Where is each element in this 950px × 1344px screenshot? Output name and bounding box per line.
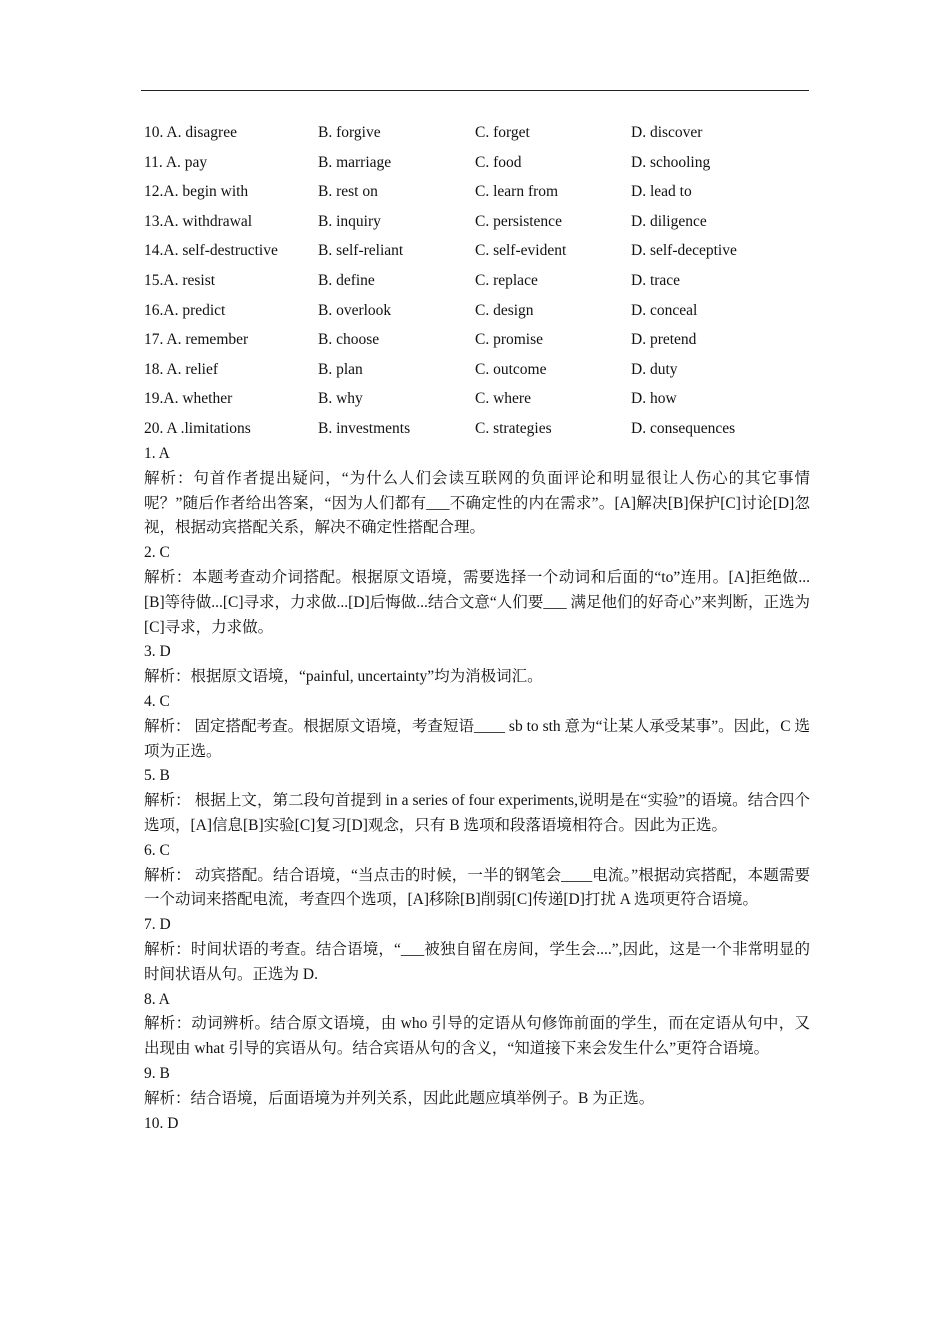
option-d: D. duty	[631, 360, 678, 378]
option-table	[144, 122, 814, 448]
option-a: 16.A. predict	[144, 301, 226, 319]
option-row	[144, 122, 814, 152]
option-b: B. forgive	[318, 124, 381, 141]
option-b: B. define	[318, 271, 375, 289]
option-d: D. how	[631, 390, 677, 408]
option-c: C. promise	[475, 331, 544, 349]
answer-key: 4. C	[144, 692, 170, 710]
answer-explanation: 解析：时间状语的考查。结合语境，“___被独自留在房间，学生会....”,因此，这是一个非常明显的时间状语从句。正选为 D.	[144, 940, 810, 983]
header-rule	[141, 90, 809, 91]
option-c: C. self-evident	[475, 242, 567, 260]
option-b: B. marriage	[318, 153, 392, 171]
option-a: 10. A. disagree	[144, 124, 237, 141]
option-a: 12.A. begin with	[144, 183, 249, 201]
option-d: D. pretend	[631, 331, 697, 349]
answer-explanation: 解析：本题考查动介词搭配。根据原文语境，需要选择一个动词和后面的“to”连用。[A]拒绝做...[B]等待做...[C]寻求，力求做...[D]后悔做...结合文意“人们要___ 满足他们的好奇心”来判断，正选为[C]寻求，力求做。	[144, 568, 810, 636]
option-d: D. consequences	[631, 419, 736, 437]
option-b: B. why	[318, 390, 363, 408]
answer-key: 1. A	[144, 445, 170, 462]
answer-explanation: 解析： 固定搭配考查。根据原文语境，考查短语____ sb to sth 意为“让某人承受某事”。因此，C 选项为正选。	[144, 717, 810, 760]
option-row	[144, 300, 814, 330]
answer-key: 2. C	[144, 544, 170, 562]
option-a: 20. A .limitations	[144, 419, 251, 437]
option-row	[144, 359, 814, 389]
option-c: C. design	[475, 301, 534, 319]
option-b: B. rest on	[318, 183, 378, 201]
option-row	[144, 152, 814, 182]
answer-explanation: 解析： 动宾搭配。结合语境，“当点击的时候，一半的钢笔会____电流。”根据动宾搭配，本题需要一个动词来搭配电流，考查四个选项，[A]移除[B]削弱[C]传递[D]打扰 A 选项更符合语境。	[144, 866, 810, 909]
option-b: B. choose	[318, 331, 380, 349]
option-c: C. persistence	[475, 212, 562, 230]
option-c: C. food	[475, 153, 522, 171]
option-row	[144, 240, 814, 270]
option-row	[144, 181, 814, 211]
option-d: D. conceal	[631, 301, 698, 319]
answer-explanation: 解析：句首作者提出疑问，“为什么人们会读互联网的负面评论和明显很让人伤心的其它事情呢？”随后作者给出答案，“因为人们都有___不确定性的内在需求”。[A]解决[B]保护[C]讨论[D]忽视，根据动宾搭配关系，解决不确定性搭配合理。	[144, 469, 810, 537]
option-row	[144, 329, 814, 359]
option-row	[144, 211, 814, 241]
option-c: C. strategies	[475, 419, 552, 437]
option-c: C. learn from	[475, 183, 559, 201]
answer-section	[144, 442, 810, 1136]
answer-explanation: 解析：结合语境，后面语境为并列关系，因此此题应填举例子。B 为正选。	[144, 1089, 655, 1107]
answer-key: 3. D	[144, 643, 171, 661]
option-a: 19.A. whether	[144, 390, 233, 408]
answer-explanation: 解析： 根据上文，第二段句首提到 in a series of four experiments,说明是在“实验”的语境。结合四个选项，[A]信息[B]实验[C]复习[D]观念，只有 B 选项和段落语境相符合。因此为正选。	[144, 792, 810, 834]
option-d: D. self-deceptive	[631, 242, 737, 260]
option-b: B. plan	[318, 360, 363, 378]
option-b: B. investments	[318, 419, 411, 437]
answer-key: 6. C	[144, 841, 170, 859]
answer-key: 5. B	[144, 767, 170, 785]
answer-key: 7. D	[144, 916, 171, 934]
answer-explanation: 解析：动词辨析。结合原文语境，由 who 引导的定语从句修饰前面的学生，而在定语从句中，又出现由 what 引导的宾语从句。结合宾语从句的含义，“知道接下来会发生什么”更符合语境。	[144, 1015, 810, 1058]
answer-key: 9. B	[144, 1064, 170, 1082]
option-c: C. outcome	[475, 360, 547, 378]
option-a: 15.A. resist	[144, 271, 216, 289]
option-b: B. overlook	[318, 301, 392, 319]
option-row	[144, 388, 814, 418]
option-c: C. forget	[475, 124, 530, 141]
option-d: D. trace	[631, 271, 681, 289]
option-c: C. replace	[475, 271, 538, 289]
option-d: D. discover	[631, 124, 703, 141]
option-a: 11. A. pay	[144, 153, 208, 171]
option-a: 17. A. remember	[144, 331, 249, 349]
option-b: B. inquiry	[318, 212, 381, 230]
option-d: D. schooling	[631, 153, 711, 171]
answer-explanation: 解析：根据原文语境，“painful, uncertainty”均为消极词汇。	[144, 668, 543, 686]
answer-key: 8. A	[144, 990, 170, 1008]
option-a: 14.A. self-destructive	[144, 242, 278, 260]
option-d: D. lead to	[631, 183, 692, 201]
answer-key: 10. D	[144, 1114, 179, 1132]
option-a: 13.A. withdrawal	[144, 212, 253, 230]
option-b: B. self-reliant	[318, 242, 404, 260]
option-c: C. where	[475, 390, 531, 408]
option-a: 18. A. relief	[144, 360, 219, 378]
option-d: D. diligence	[631, 212, 707, 230]
option-row	[144, 270, 814, 300]
